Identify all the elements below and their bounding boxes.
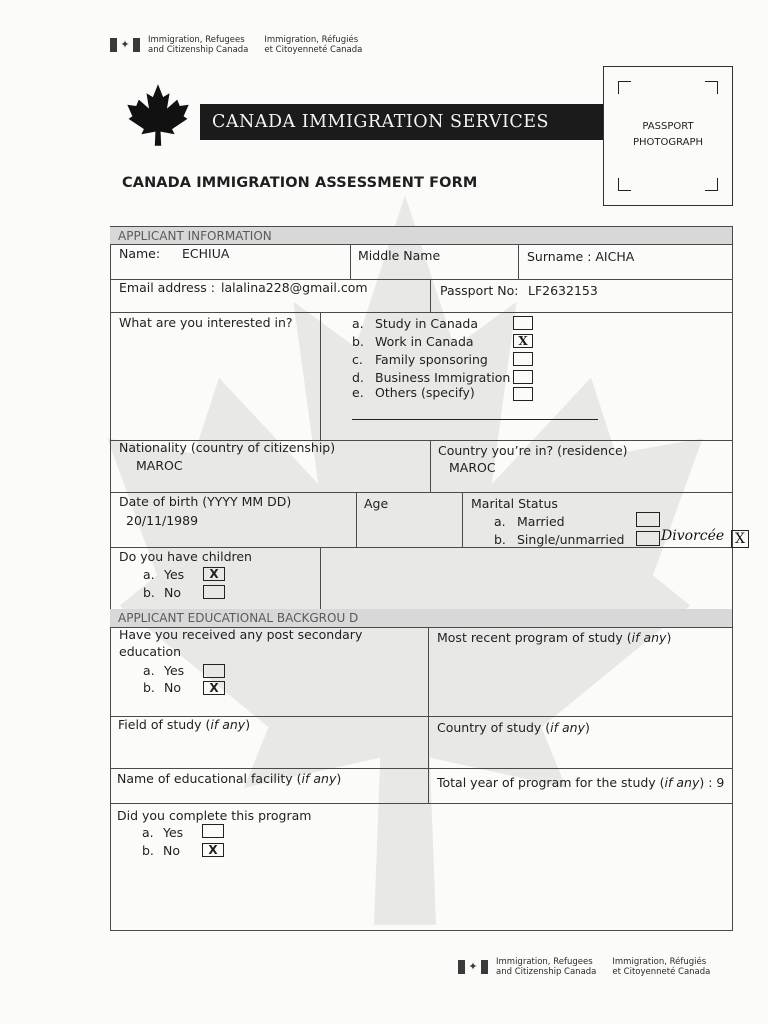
post-option-a: a. [143,663,155,678]
interest-checkbox-family[interactable] [513,352,533,366]
marital-checkbox-married[interactable] [636,512,660,527]
marital-handwritten-checkbox[interactable]: X [731,530,749,548]
children-yes-checkbox[interactable]: X [203,567,225,581]
interest-checkbox-others[interactable] [513,387,533,401]
interest-question: What are you interested in? [119,315,293,330]
maple-leaf-icon [123,83,193,147]
passport-label: Passport No: [440,283,519,298]
marital-single-label: Single/unmarried [517,532,625,547]
complete-option-b: b. [142,843,154,858]
marital-option-a: a. [494,514,506,529]
recent-program-label: Most recent program of study (if any) [437,630,672,645]
marital-married-label: Married [517,514,565,529]
interest-option-letter: b. [352,334,364,349]
children-option-a: a. [143,567,155,582]
middle-name-label: Middle Name [358,248,441,263]
section-education: APPLICANT EDUCATIONAL BACKGROU D [110,609,732,627]
children-yes-label: Yes [164,567,185,582]
children-option-b: b. [143,585,155,600]
gov-name-en: Immigration, Refugees and Citizenship Canada [148,35,249,55]
email-label: Email address : [119,280,215,295]
field-of-study-label: Field of study (if any) [118,717,251,732]
children-no-label: No [164,585,181,600]
surname-label: Surname : AICHA [527,249,635,264]
name-value: ECHIUA [182,246,230,261]
marital-label: Marital Status [471,496,558,511]
interest-option-family: Family sponsoring [375,352,488,367]
form-title: CANADA IMMIGRATION ASSESSMENT FORM [122,175,478,191]
interest-option-others: Others (specify) [375,385,475,400]
total-years-label: Total year of program for the study (if any) : 9 [437,775,725,790]
marital-handwritten-divorcee: Divorcée [661,528,725,544]
photo-label-2: PHOTOGRAPH [632,137,704,148]
complete-yes-label: Yes [163,825,184,840]
post-option-b: b. [143,680,155,695]
post-yes-checkbox[interactable] [203,664,225,678]
dob-label: Date of birth (YYYY MM DD) [119,494,292,509]
banner-title: CANADA IMMIGRATION SERVICES [200,104,604,140]
interest-option-letter: c. [352,352,363,367]
name-label: Name: [119,246,161,261]
photo-label-1: PASSPORT [642,121,694,132]
country-of-study-label: Country of study (if any) [437,720,590,735]
post-secondary-question-cont: education [119,644,182,659]
others-specify-line[interactable] [352,419,598,420]
post-secondary-question: Have you received any post secondary [119,627,363,642]
residence-value: MAROC [449,460,496,475]
age-label: Age [364,496,389,511]
interest-option-letter: e. [352,385,364,400]
interest-option-letter: d. [352,370,364,385]
interest-option-letter: a. [352,316,364,331]
complete-label: Did you complete this program [117,808,312,823]
dob-value: 20/11/1989 [126,513,199,528]
gov-name-fr: Immigration, Réfugiés et Citoyenneté Canada [612,957,711,977]
post-no-checkbox[interactable]: X [203,681,225,695]
facility-label: Name of educational facility (if any) [117,771,342,786]
interest-checkbox-work[interactable]: X [513,334,533,348]
complete-option-a: a. [142,825,154,840]
gov-signature-bottom [458,957,710,977]
complete-no-checkbox[interactable]: X [202,843,224,857]
interest-checkbox-study[interactable] [513,316,533,330]
passport-value: LF2632153 [528,283,598,298]
marital-checkbox-single[interactable] [636,531,660,546]
interest-option-study: Study in Canada [375,316,478,331]
residence-label: Country you’re in? (residence) [438,443,628,458]
complete-no-label: No [163,843,180,858]
nationality-label: Nationality (country of citizenship) [119,440,336,455]
gov-name-fr: Immigration, Réfugiés et Citoyenneté Canada [264,35,363,55]
interest-option-work: Work in Canada [375,334,474,349]
email-value: lalalina228@gmail.com [221,280,368,295]
section-applicant-info: APPLICANT INFORMATION [110,227,732,245]
gov-name-en: Immigration, Refugees and Citizenship Canada [496,957,597,977]
gov-signature-top [110,35,362,55]
canada-flag-icon: ✦ [110,38,140,52]
interest-option-business: Business Immigration [375,370,511,385]
children-no-checkbox[interactable] [203,585,225,599]
interest-checkbox-business[interactable] [513,370,533,384]
post-no-label: No [164,680,181,695]
canada-flag-icon: ✦ [458,960,488,974]
children-label: Do you have children [119,549,252,564]
nationality-value: MAROC [136,458,183,473]
complete-yes-checkbox[interactable] [202,824,224,838]
marital-option-b: b. [494,532,506,547]
post-yes-label: Yes [164,663,185,678]
